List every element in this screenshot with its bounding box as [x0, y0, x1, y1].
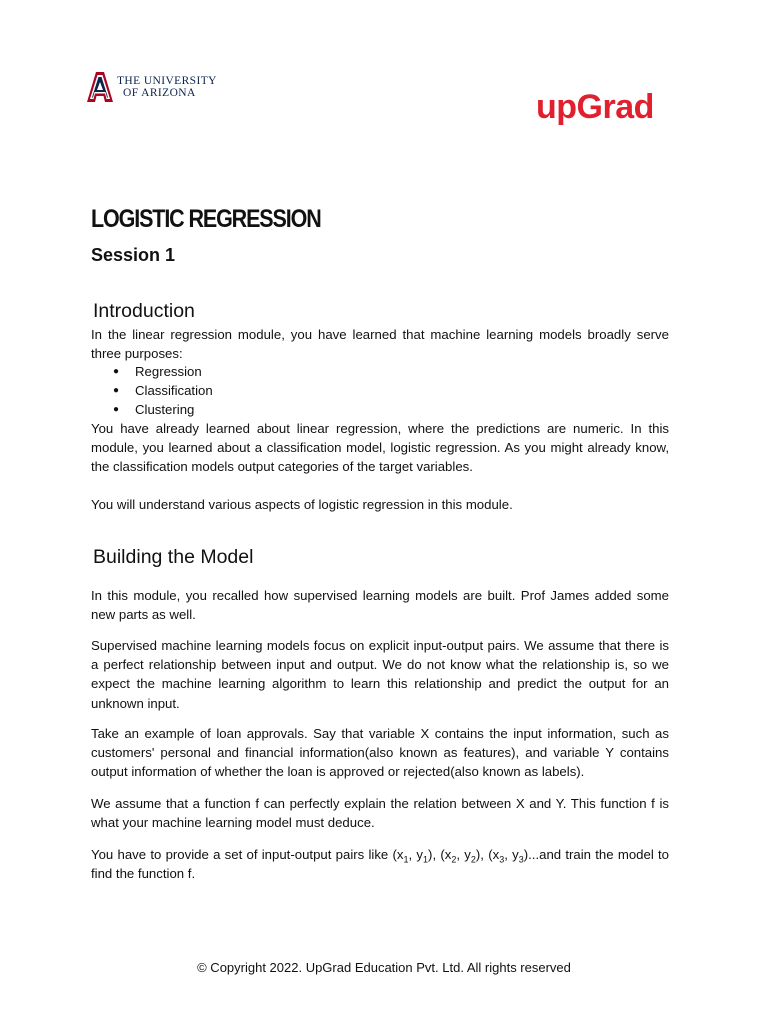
copyright-footer: © Copyright 2022. UpGrad Education Pvt. Ltd. All rights reserved	[197, 960, 571, 975]
intro-paragraph-3: You will understand various aspects of logistic regression in this module.	[91, 497, 513, 512]
intro-paragraph-2: You have already learned about linear regression, where the predictions are numeric. In this module, you learned about a classification model, logistic regression. As you might already know, the classification models output categories of the target variables.	[91, 421, 669, 475]
introduction-heading: Introduction	[93, 300, 195, 322]
intro-paragraph-1: In the linear regression module, you have learned that machine learning models broadly serve three purposes:	[91, 327, 669, 362]
purposes-list	[113, 362, 213, 420]
building-paragraph-5: You have to provide a set of input-output pairs like ($x_1$, $y_1$), ($x_2$, $y_2$), ($x_3$, $y_3)...and$ train the model to find the function f.	[91, 847, 670, 882]
university-name-line2: OF ARIZONA	[123, 87, 196, 99]
list-item: ● Regression	[113, 362, 213, 381]
list-item: ● Classification	[113, 381, 213, 400]
arizona-a-icon	[87, 72, 113, 102]
building-paragraph-2: Supervised machine learning models focus on explicit input-output pairs. We assume that there is a perfect relationship between input and output. We do not know what the relationship is, so we expect the machine learning algorithm to learn this relationship and predict the output for an unknown input.	[91, 638, 669, 711]
university-of-arizona-logo	[87, 72, 217, 102]
page-header	[0, 0, 768, 150]
list-item: ● Clustering	[113, 400, 213, 419]
university-name-line1: THE UNIVERSITY	[117, 75, 217, 87]
building-paragraph-3: Take an example of loan approvals. Say that variable X contains the input information, such as customers' personal and financial information(also known as features), and variable Y contains output information of whether the loan is approved or rejected(also known as labels).	[91, 726, 669, 780]
building-paragraph-1: In this module, you recalled how supervised learning models are built. Prof James added some new parts as well.	[91, 588, 669, 623]
building-model-heading: Building the Model	[93, 546, 254, 568]
document-title: LOGISTIC REGRESSION	[91, 205, 321, 233]
building-paragraph-4: We assume that a function f can perfectly explain the relation between X and Y. This function f is what your machine learning model must deduce.	[91, 796, 669, 831]
upgrad-logo: upGrad	[536, 88, 654, 126]
session-label: Session 1	[91, 245, 176, 265]
